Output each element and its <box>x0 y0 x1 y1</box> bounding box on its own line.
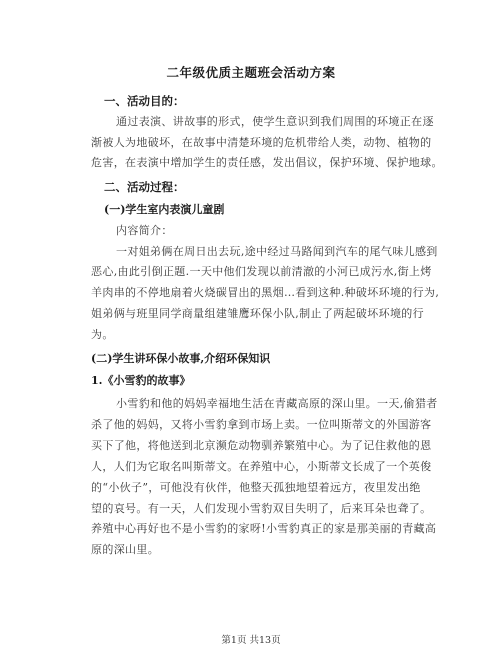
section-heading-purpose: 一、活动目的： <box>104 94 185 108</box>
paragraph-line: 为。 <box>91 328 114 341</box>
paragraph-line: 小雪豹和他的妈妈幸福地生活在青藏高原的深山里。一天,偷猎者 <box>116 397 438 410</box>
paragraph-line: 望的哀号。有一天，人们发现小雪豹双目失明了，后来耳朵也聋了。 <box>91 502 432 515</box>
paragraph-line: 羊肉串的不停地扇着火烧碳冒出的黑烟…看到这种.种破坏环境的行为, <box>91 286 440 299</box>
document-title: 二年级优质主题班会活动方案 <box>166 65 336 80</box>
paragraph-line: 姐弟俩与班里同学商量组建雏鹰环保小队,制止了两起破坏环境的行 <box>91 307 424 320</box>
paragraph-line: 的“小伙子”，可他没有伙伴，他整天孤独地望着远方，夜里发出绝 <box>91 481 421 494</box>
paragraph-line: 原的深山里。 <box>91 543 160 556</box>
paragraph-line: 人，人们为它取名叫斯蒂文。在养殖中心，小斯蒂文长成了一个英俊 <box>91 460 432 473</box>
paragraph-line: 内容简介： <box>116 224 173 237</box>
paragraph-line: 危害，在表演中增加学生的责任感，发出倡议，保护环境、保护地球。 <box>91 156 443 169</box>
section-heading-process: 二、活动过程： <box>104 180 185 194</box>
subsection-heading-play: (一)学生室内表演儿童剧 <box>104 203 225 216</box>
paragraph-line: 通过表演、讲故事的形式，使学生意识到我们周围的环境正在逐 <box>116 115 434 128</box>
story-heading: 1.《小雪豹的故事》 <box>91 374 191 387</box>
paragraph-line: 一对姐弟俩在周日出去玩,途中经过马路闻到汽车的尾气味儿感到 <box>116 245 438 258</box>
paragraph-line: 杀了他的妈妈，又将小雪豹拿到市场上卖。一位叫斯蒂文的外国游客 <box>91 418 432 431</box>
paragraph-line: 买下了他，将他送到北京濒危动物驯养繁殖中心。为了记住救他的恩 <box>91 439 432 452</box>
subsection-heading-stories: (二)学生讲环保小故事,介绍环保知识 <box>91 352 271 365</box>
paragraph-line: 养殖中心再好也不是小雪豹的家呀!小雪豹真正的家是那美丽的青藏高 <box>91 522 437 535</box>
page-number-footer: 第1页 共13页 <box>221 635 281 646</box>
paragraph-line: 恶心,由此引倒正题.一天中他们发现以前清澈的小河已成污水,街上烤 <box>91 265 432 278</box>
paragraph-line: 渐被人为地破坏，在故事中清楚环境的危机带给人类，动物、植物的 <box>91 136 432 149</box>
